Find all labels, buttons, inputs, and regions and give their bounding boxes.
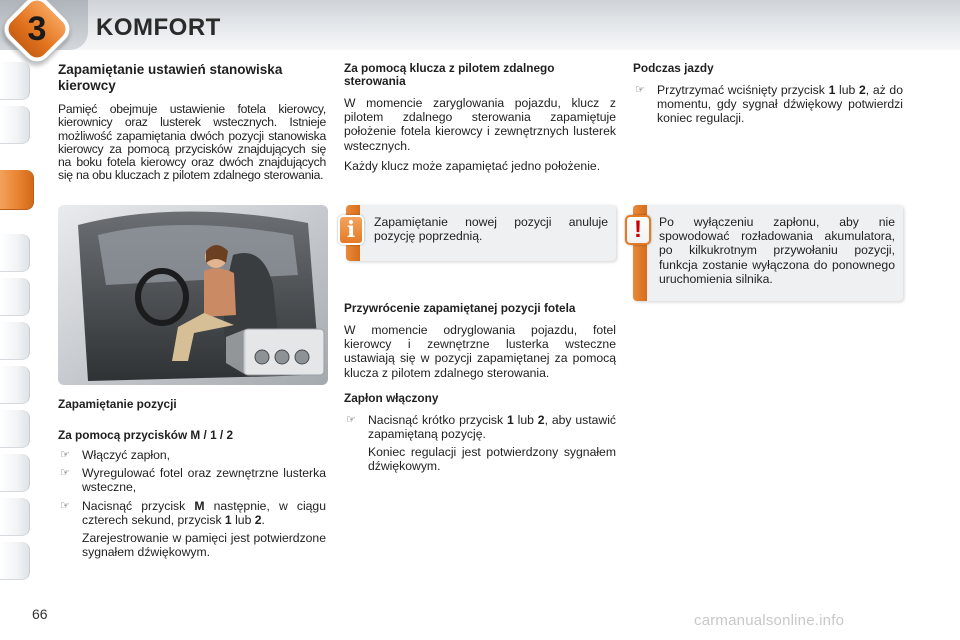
chapter-tab-4[interactable] xyxy=(0,234,30,272)
memory-button-2 xyxy=(295,350,309,364)
restore-paragraph: W momencie odryglowania pojazdu, fotel kierowcy i zewnętrzne lusterka wsteczne ustawiają się w pozycji zapamiętanej za pomocą klucza z pilotem zdalnego sterowania. xyxy=(344,323,616,380)
chapter-tab-10[interactable] xyxy=(0,498,30,536)
pointing-hand-icon: ☞ xyxy=(60,467,70,480)
watermark: carmanualsonline.info xyxy=(694,612,845,629)
info-icon: i xyxy=(338,215,364,245)
list-item: ☞ Nacisnąć przycisk M następnie, w ciągu czterech sekund, przycisk 1 lub 2. xyxy=(60,498,326,527)
list-item: ☞ Włączyć zapłon, xyxy=(60,448,171,462)
pointing-hand-icon: ☞ xyxy=(60,449,70,461)
pointing-hand-icon: ☞ xyxy=(346,413,356,426)
confirmation-text: Zarejestrowanie w pamięci jest potwierdzone sygnałem dźwiękowym. xyxy=(82,531,326,560)
remote-key-paragraph: W momencie zaryglowania pojazdu, klucz z pilotem zdalnego sterowania zapamiętuje położenie fotela kierowcy i zewnętrznych lusterek wstecznych. xyxy=(344,96,616,153)
list-item: ☞ Nacisnąć krótko przycisk 1 lub 2, aby ustawić zapamiętaną pozycję. xyxy=(346,412,616,442)
driver-torso xyxy=(204,268,236,317)
chapter-number: 3 xyxy=(27,10,47,48)
ignition-on-heading: Zapłon włączony xyxy=(344,390,439,405)
chapter-tab-9[interactable] xyxy=(0,454,30,492)
memory-button-m xyxy=(255,350,269,364)
key-m: M xyxy=(194,498,205,513)
pointing-hand-icon: ☞ xyxy=(60,499,70,512)
pointing-hand-icon: ☞ xyxy=(635,84,645,96)
column-left-lower xyxy=(58,398,326,567)
chapter-tab-11[interactable] xyxy=(0,542,30,580)
one-position-paragraph: Każdy klucz może zapamiętać jedno położenie. xyxy=(344,158,601,173)
chapter-tab-1[interactable] xyxy=(0,62,30,100)
chapter-tab-5[interactable] xyxy=(0,278,30,316)
key-1: 1 xyxy=(224,512,232,527)
chapter-tab-3-active[interactable] xyxy=(0,170,34,210)
while-driving-heading: Podczas jazdy xyxy=(633,61,714,75)
key-2: 2 xyxy=(254,512,262,527)
chapter-tab-6[interactable] xyxy=(0,322,30,360)
list-item: ☞ Wyregulować fotel oraz zewnętrzne lusterka wsteczne, xyxy=(60,466,326,495)
key-2: 2 xyxy=(537,412,545,427)
column-right xyxy=(633,62,903,130)
warning-note-box xyxy=(633,205,903,301)
key-1: 1 xyxy=(506,412,514,427)
memory-button-1 xyxy=(275,350,289,364)
chapter-tab-2[interactable] xyxy=(0,106,30,144)
column-middle-lower xyxy=(344,302,616,482)
intro-paragraph: Pamięć obejmuje ustawienie fotela kierowcy, kierownicy oraz lusterek wstecznych. Istnieje możliwość zapamiętania dwóch pozycji stanowiska kierowcy za pomocą przycisków znajdujących się na boku fotela kierowcy oraz dwóch znajdujących się na obu kluczach z pilotem zdalnego sterowania. xyxy=(58,102,326,183)
confirmation-text: Koniec regulacji jest potwierdzony sygnałem dźwiękowym. xyxy=(368,445,616,474)
list-item: ☞ Przytrzymać wciśnięty przycisk 1 lub 2, aż do momentu, gdy sygnał dźwiękowy potwierdzi koniec regulacji. xyxy=(635,83,903,126)
restore-heading: Przywrócenie zapamiętanej pozycji fotela xyxy=(344,301,576,315)
warning-icon: ! xyxy=(625,215,651,245)
warning-note-text: Po wyłączeniu zapłonu, aby nie spowodować rozładowania akumulatora, po kilkukrotnym przywołaniu pozycji, funkcja zostanie wyłączona do ponownego uruchomienia silnika. xyxy=(659,215,895,286)
section-heading: Zapamiętanie ustawień stanowiska kierowcy xyxy=(58,62,283,93)
chapter-tab-7[interactable] xyxy=(0,366,30,404)
page-number: 66 xyxy=(32,606,48,622)
driver-seat-memory-illustration xyxy=(58,205,328,385)
page-title: KOMFORT xyxy=(96,14,221,41)
memorize-heading: Zapamiętanie pozycji xyxy=(58,397,177,411)
key-2: 2 xyxy=(859,83,866,97)
chapter-tab-8[interactable] xyxy=(0,410,30,448)
info-note-text: Zapamiętanie nowej pozycji anuluje pozycję poprzednią. xyxy=(374,215,608,244)
info-note-box xyxy=(346,205,616,261)
buttons-subheading: Za pomocą przycisków M / 1 / 2 xyxy=(58,428,234,442)
key-1: 1 xyxy=(828,83,836,97)
column-middle xyxy=(344,62,616,179)
column-left xyxy=(58,62,326,189)
remote-key-heading: Za pomocą klucza z pilotem zdalnego sterowania xyxy=(344,61,555,88)
